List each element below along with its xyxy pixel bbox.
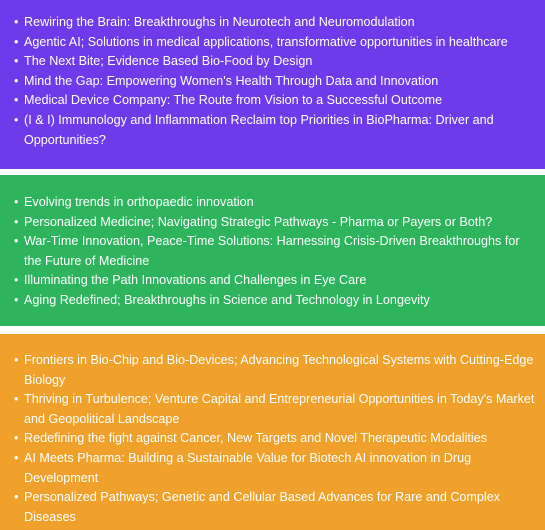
list-item [14,390,537,429]
bullet-icon: • [14,73,19,88]
topic-text: Frontiers in Bio-Chip and Bio-Devices; Advancing Technological Systems with Cutting-Edge Biology [24,353,534,387]
topic-text: Rewiring the Brain: Breakthroughs in Neurotech and Neuromodulation [24,15,415,29]
list-item [14,72,537,92]
bullet-icon: • [14,34,19,49]
list-item [14,193,537,213]
topic-text: War-Time Innovation, Peace-Time Solutions: Harnessing Crisis-Driven Breakthroughs for the Future of Medicine [24,234,520,268]
list-item [14,232,537,271]
list-item [14,271,537,291]
topic-text: Personalized Pathways; Genetic and Cellular Based Advances for Rare and Complex Diseases [24,490,501,524]
list-item [14,33,537,53]
topic-text: Mind the Gap: Empowering Women's Health Through Data and Innovation [24,73,439,88]
topics-panel-green [0,175,545,326]
topic-text: Evolving trends in orthopaedic innovation [24,195,254,209]
bullet-icon: • [14,490,19,505]
bullet-icon: • [14,353,19,367]
topic-text: Agentic AI; Solutions in medical applications, transformative opportunities in healthcare [24,34,508,49]
list-item [14,449,537,488]
bullet-icon: • [14,273,19,288]
list-item [14,52,537,72]
bullet-icon: • [14,450,19,465]
list-item [14,429,537,449]
list-item [14,488,537,527]
list-item [14,13,537,33]
topic-list-1 [14,13,537,150]
bullet-icon: • [14,54,19,69]
list-item [14,111,537,150]
bullet-icon: • [14,292,19,307]
list-item [14,351,537,390]
bullet-icon: • [14,195,19,209]
bullet-icon: • [14,93,19,108]
list-item [14,291,537,311]
bullet-icon: • [14,431,19,446]
topic-text: Thriving in Turbulence; Venture Capital and Entrepreneurial Opportunities in Today's Market and Geopolitical Landscape [24,392,535,426]
list-item [14,213,537,233]
topic-list-3 [14,351,537,527]
topic-text: Medical Device Company: The Route from Vision to a Successful Outcome [24,93,443,108]
bullet-icon: • [14,234,19,249]
topic-text: Aging Redefined; Breakthroughs in Science and Technology in Longevity [24,292,430,307]
bullet-icon: • [14,15,19,29]
topic-text: AI Meets Pharma: Building a Sustainable Value for Biotech AI innovation in Drug Development [24,450,472,485]
topic-text: Redefining the fight against Cancer, New Targets and Novel Therapeutic Modalities [24,431,487,446]
bullet-icon: • [14,214,19,229]
topic-text: (I & I) Immunology and Inflammation Reclaim top Priorities in BioPharma: Driver and Opportunities? [24,112,494,147]
topic-text: The Next Bite; Evidence Based Bio-Food by Design [24,54,313,69]
bullet-icon: • [14,112,19,127]
bullet-icon: • [14,392,19,407]
list-item [14,91,537,111]
topic-text: Illuminating the Path Innovations and Challenges in Eye Care [24,273,367,288]
topic-text: Personalized Medicine; Navigating Strategic Pathways - Pharma or Payers or Both? [24,214,493,229]
topic-list-2 [14,193,537,311]
topics-panel-purple [0,0,545,169]
topics-panel-orange [0,334,545,530]
